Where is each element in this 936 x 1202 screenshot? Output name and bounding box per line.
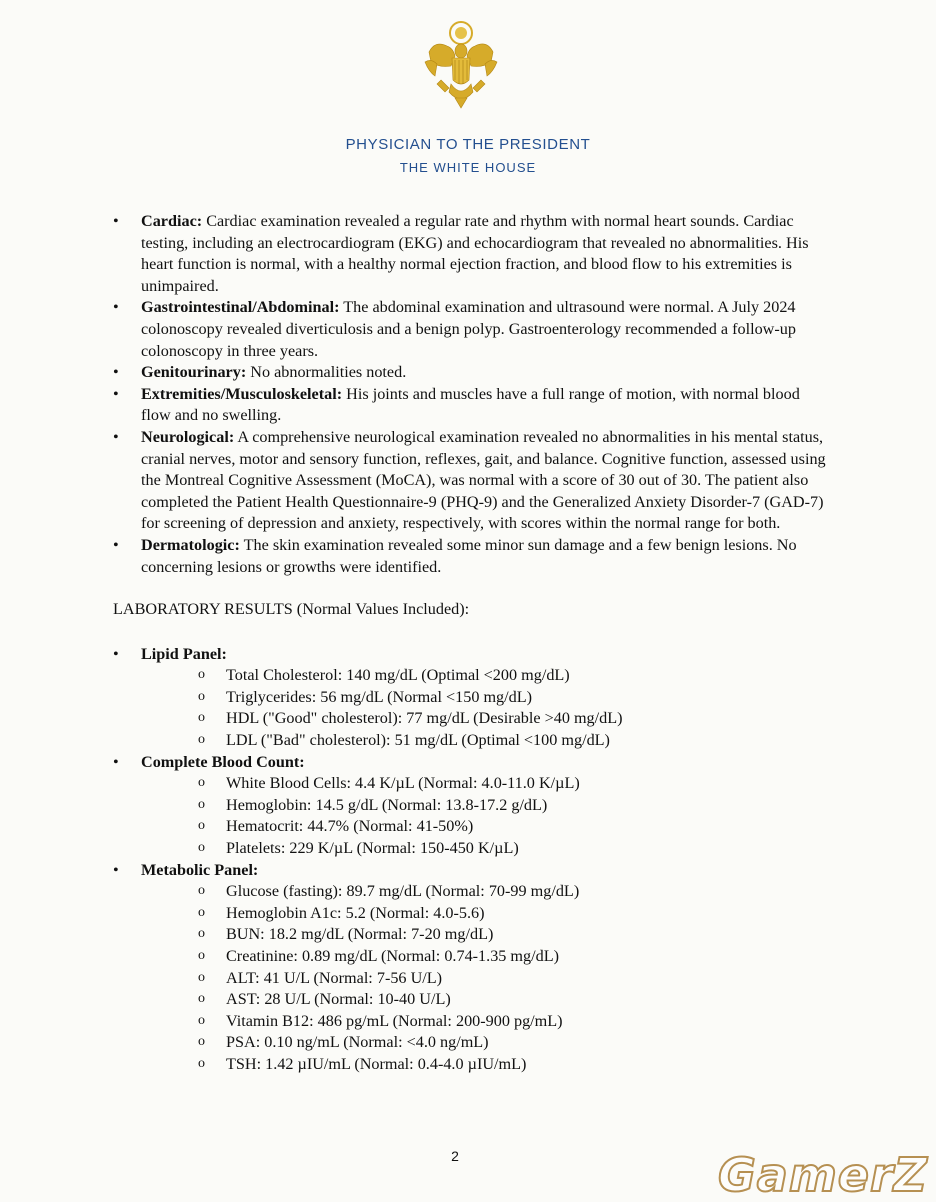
exam-item-label: Extremities/Musculoskeletal: — [141, 384, 343, 403]
exam-item-text: His joints and muscles have a full range of motion, with normal blood flow and no swelling. — [141, 384, 800, 425]
lab-result-item: o Total Cholesterol: 140 mg/dL (Optimal <200 mg/dL) — [141, 665, 828, 687]
page-number: 2 — [451, 1148, 459, 1164]
lab-panel-title: Lipid Panel: — [141, 644, 227, 663]
lab-panels-list — [113, 644, 828, 1076]
lab-result-item: o Hemoglobin: 14.5 g/dL (Normal: 13.8-17.2 g/dL) — [141, 795, 828, 817]
lab-result-item: o Platelets: 229 K/µL (Normal: 150-450 K/µL) — [141, 838, 828, 860]
exam-item-label: Dermatologic: — [141, 535, 240, 554]
lab-panel-metabolic — [113, 860, 828, 1076]
lab-results-heading: LABORATORY RESULTS (Normal Values Included): — [113, 600, 470, 619]
lab-panel-title: Complete Blood Count: — [141, 752, 305, 771]
exam-findings-list — [113, 211, 828, 578]
lab-result-item: o PSA: 0.10 ng/mL (Normal: <4.0 ng/mL) — [141, 1032, 828, 1054]
lab-panel-title: Metabolic Panel: — [141, 860, 259, 879]
lab-result-item: o Hemoglobin A1c: 5.2 (Normal: 4.0-5.6) — [141, 903, 828, 925]
exam-item-label: Cardiac: — [141, 212, 203, 230]
exam-item-extremities — [113, 384, 828, 427]
exam-item-label: Gastrointestinal/Abdominal: — [141, 298, 340, 317]
document-body — [113, 211, 828, 1076]
lab-panel-cbc — [113, 752, 828, 860]
exam-item-text: A comprehensive neurological examination revealed no abnormalities in his mental status, cranial nerves, motor and sensory function, reflexes, gait, and balance. Cognitive function, assessed using the Montreal Cognitive Assessment (MoCA), was normal with a score of 30 out of 30. The patient also completed the Patient Health Questionnaire-9 (PHQ-9) and the Generalized Anxiety Disorder-7 (GAD-7) for screening of depression and anxiety, respectively, with scores within the normal range for both. — [141, 427, 826, 533]
watermark-logo: GamerZ — [718, 1148, 928, 1202]
exam-item-label: Genitourinary: — [141, 363, 247, 382]
lab-result-item: o LDL ("Bad" cholesterol): 51 mg/dL (Optimal <100 mg/dL) — [141, 730, 828, 752]
lab-result-item: o HDL ("Good" cholesterol): 77 mg/dL (Desirable >40 mg/dL) — [141, 708, 828, 730]
lab-result-item: o Creatinine: 0.89 mg/dL (Normal: 0.74-1.35 mg/dL) — [141, 946, 828, 968]
lab-result-item: o TSH: 1.42 µIU/mL (Normal: 0.4-4.0 µIU/mL) — [141, 1054, 828, 1076]
lab-panel-lipid — [113, 644, 828, 752]
lab-result-item: o Vitamin B12: 486 pg/mL (Normal: 200-900 pg/mL) — [141, 1011, 828, 1033]
exam-item-gastrointestinal — [113, 297, 828, 362]
exam-item-text: No abnormalities noted. — [250, 363, 407, 382]
lab-result-item: o White Blood Cells: 4.4 K/µL (Normal: 4.0-11.0 K/µL) — [141, 773, 828, 795]
lab-result-item: o Glucose (fasting): 89.7 mg/dL (Normal: 70-99 mg/dL) — [141, 881, 828, 903]
exam-item-neurological — [113, 427, 828, 535]
exam-item-genitourinary — [113, 362, 828, 384]
letterhead-subtitle: THE WHITE HOUSE — [399, 160, 537, 175]
lab-result-item: o Hematocrit: 44.7% (Normal: 41-50%) — [141, 816, 828, 838]
exam-item-dermatologic — [113, 535, 828, 578]
lab-panel-items — [141, 773, 828, 859]
exam-item-text: Cardiac examination revealed a regular rate and rhythm with normal heart sounds. Cardiac testing, including an electrocardiogram (EKG) and echocardiogram that revealed no abnormalities. His heart function is normal, with a healthy normal ejection fraction, and blood flow to his extremities is unimpaired. — [141, 212, 809, 295]
lab-result-item: o AST: 28 U/L (Normal: 10-40 U/L) — [141, 989, 828, 1011]
lab-result-item: o Triglycerides: 56 mg/dL (Normal <150 mg/dL) — [141, 687, 828, 709]
exam-item-text: The skin examination revealed some minor sun damage and a few benign lesions. No concerning lesions or growths were identified. — [141, 535, 797, 576]
exam-item-label: Neurological: — [141, 427, 235, 446]
exam-item-cardiac — [113, 211, 828, 297]
exam-item-text: The abdominal examination and ultrasound were normal. A July 2024 colonoscopy revealed diverticulosis and a benign polyp. Gastroenterology recommended a follow-up colonoscopy in three years. — [141, 298, 796, 360]
lab-panel-items — [141, 881, 828, 1075]
letterhead-title: PHYSICIAN TO THE PRESIDENT — [345, 136, 591, 153]
lab-result-item: o BUN: 18.2 mg/dL (Normal: 7-20 mg/dL) — [141, 924, 828, 946]
lab-result-item: o ALT: 41 U/L (Normal: 7-56 U/L) — [141, 968, 828, 990]
presidential-seal-icon — [421, 18, 501, 110]
lab-panel-items — [141, 665, 828, 751]
